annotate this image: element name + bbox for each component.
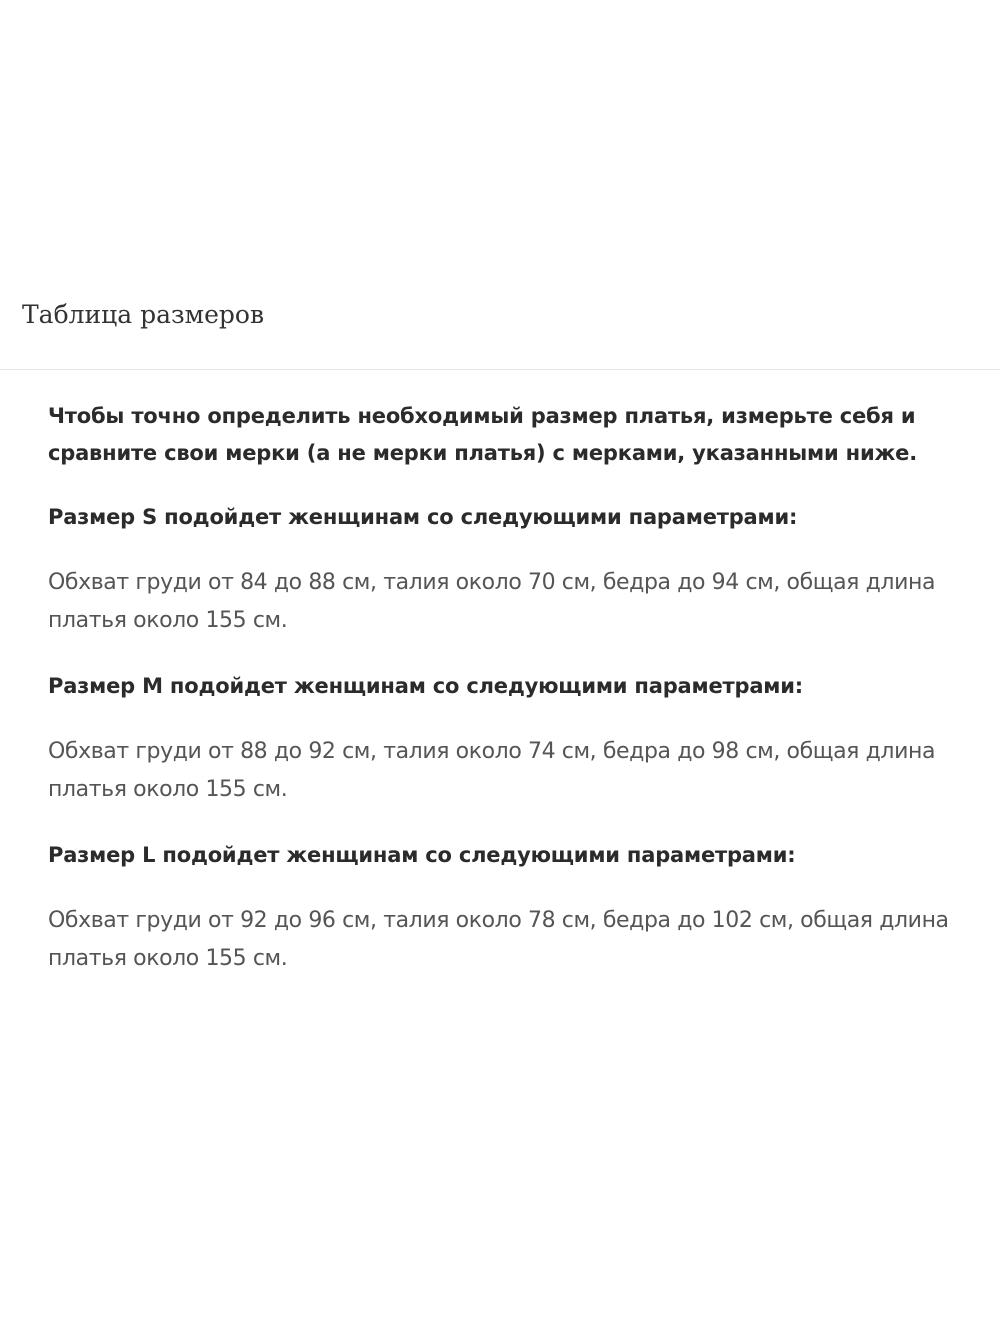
intro-text: Чтобы точно определить необходимый размер платья, измерьте себя и сравните свои мерки (а не мерки платья) с мерками, указанными ниже. xyxy=(48,404,917,465)
size-l-heading: Размер L подойдет женщинам со следующими параметрами: xyxy=(48,843,796,867)
page-title: Таблица размеров xyxy=(22,300,265,329)
size-s-heading: Размер S подойдет женщинам со следующими параметрами: xyxy=(48,505,798,529)
size-guide-content xyxy=(48,398,978,1006)
size-m-heading: Размер M подойдет женщинам со следующими параметрами: xyxy=(48,674,803,698)
size-m-description: Обхват груди от 88 до 92 см, талия около 74 см, бедра до 98 см, общая длина платья около 155 см. xyxy=(48,739,936,802)
size-s-description: Обхват груди от 84 до 88 см, талия около 70 см, бедра до 94 см, общая длина платья около 155 см. xyxy=(48,570,936,633)
title-divider xyxy=(0,369,1000,370)
size-l-description: Обхват груди от 92 до 96 см, талия около 78 см, бедра до 102 см, общая длина платья около 155 см. xyxy=(48,908,949,971)
